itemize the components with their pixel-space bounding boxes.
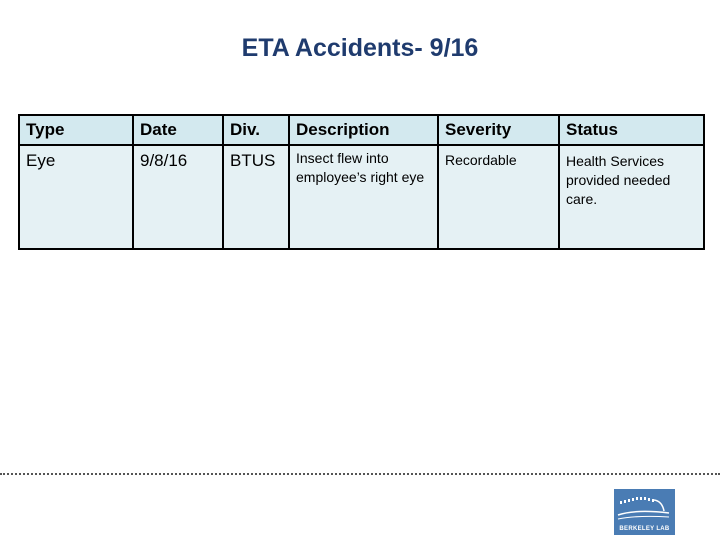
table-header-row (19, 115, 704, 145)
page-title: ETA Accidents- 9/16 (241, 34, 479, 62)
logo-text: BERKELEY LAB (619, 526, 670, 532)
cell-date: 9/8/16 (133, 145, 223, 249)
column-header-type: Type (19, 115, 133, 145)
column-header-div: Div. (223, 115, 289, 145)
cell-severity: Recordable (438, 145, 559, 249)
cell-type: Eye (19, 145, 133, 249)
column-header-date: Date (133, 115, 223, 145)
cell-div: BTUS (223, 145, 289, 249)
footer-divider (0, 473, 720, 475)
table-row (19, 145, 704, 249)
column-header-description: Description (289, 115, 438, 145)
column-header-severity: Severity (438, 115, 559, 145)
berkeley-lab-logo-icon (614, 489, 675, 535)
accidents-table (18, 114, 705, 250)
cell-description: Insect flew into employee’s right eye (289, 145, 438, 249)
cell-status: Health Services provided needed care. (559, 145, 704, 249)
column-header-status: Status (559, 115, 704, 145)
